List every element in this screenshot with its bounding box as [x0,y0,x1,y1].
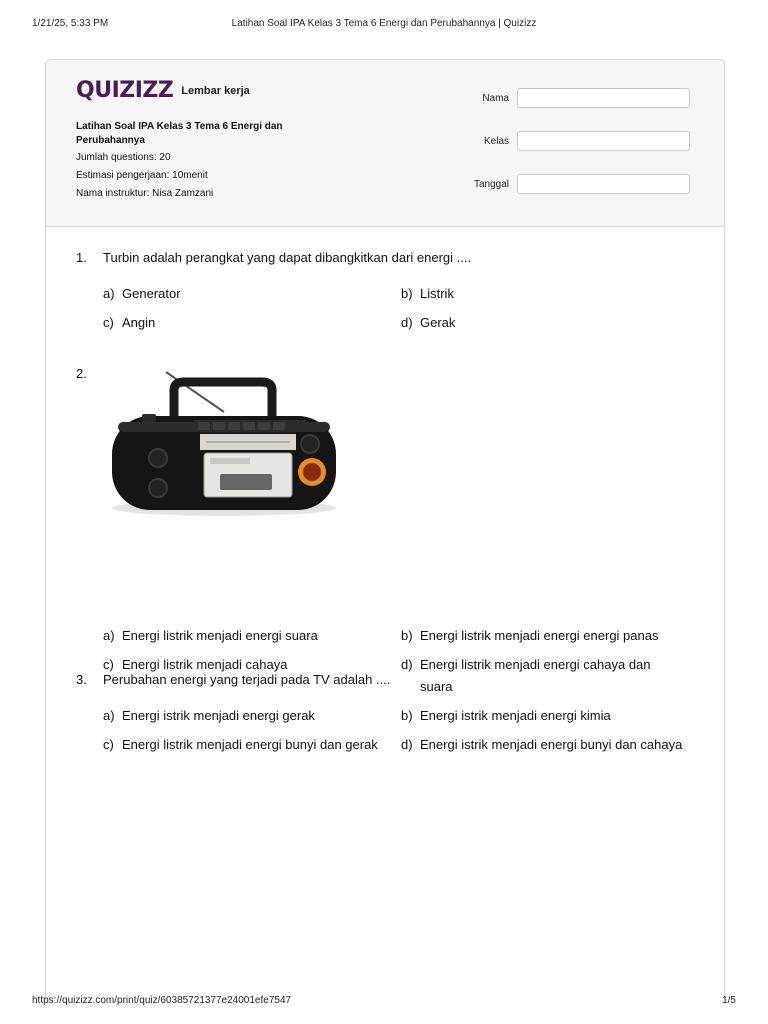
print-url: https://quizizz.com/print/quiz/60385721377e24001efe7547 [32,995,292,1006]
option-text: Angin [122,315,156,330]
option-text: Generator [122,286,181,301]
radio-cassette-image [102,358,347,528]
question-text: Turbin adalah perangkat yang dapat dibangkitkan dari energi .... [103,250,472,265]
estimated-time: Estimasi pengerjaan: 10menit [76,170,208,181]
option-d [401,654,691,700]
question-text: Perubahan energi yang terjadi pada TV adalah .... [103,672,391,687]
question-number: 2. [76,366,87,381]
question-number: 3. [76,672,87,687]
date-field[interactable] [517,174,690,194]
option-text: Energi listrik menjadi energi bunyi dan gerak [122,737,378,752]
quiz-title: Latihan Soal IPA Kelas 3 Tema 6 Energi dan Perubahannya [76,121,283,146]
date-label: Tanggal [473,179,509,190]
option-letter: b) [401,628,413,643]
option-text: Energi listrik menjadi energi energi panas [420,628,659,643]
name-field[interactable] [517,88,690,108]
name-label: Nama [482,93,509,104]
class-field[interactable] [517,131,690,151]
question-number: 1. [76,250,87,265]
option-letter: a) [103,708,115,723]
option-text: Energi listrik menjadi energi suara [122,628,318,643]
option-letter: c) [103,657,114,672]
worksheet-info-panel [46,60,724,227]
instructor-name: Nama instruktur: Nisa Zamzani [76,188,214,199]
option-text: Energi listrik menjadi cahaya [122,657,288,672]
brand [76,80,250,102]
print-page-title: Latihan Soal IPA Kelas 3 Tema 6 Energi dan Perubahannya | Quizizz [231,18,537,29]
option-letter: a) [103,628,115,643]
option-letter: c) [103,315,114,330]
option-text-line2: suara [420,679,453,694]
option-letter: b) [401,286,413,301]
option-text: Energi istrik menjadi energi bunyi dan cahaya [420,737,683,752]
class-label: Kelas [483,136,509,147]
option-text: Energi istrik menjadi energi kimia [420,708,611,723]
worksheet-tag: Lembar kerja [181,85,250,97]
worksheet [45,59,725,1000]
print-page-number: 1/5 [722,995,736,1006]
print-footer [32,995,736,1009]
print-header [32,18,736,32]
option-letter: b) [401,708,413,723]
option-letter: c) [103,737,114,752]
option-text: Energi listrik menjadi energi cahaya dan [420,657,651,672]
option-text: Energi istrik menjadi energi gerak [122,708,315,723]
option-letter: d) [401,315,413,330]
question-count: Jumlah questions: 20 [76,152,171,163]
option-letter: d) [401,737,413,752]
option-text: Gerak [420,315,456,330]
option-letter: a) [103,286,115,301]
quizizz-logo: QUIZIZZ [76,78,174,103]
print-timestamp: 1/21/25, 5:33 PM [32,18,109,29]
option-letter: d) [401,657,413,672]
option-text: Listrik [420,286,454,301]
